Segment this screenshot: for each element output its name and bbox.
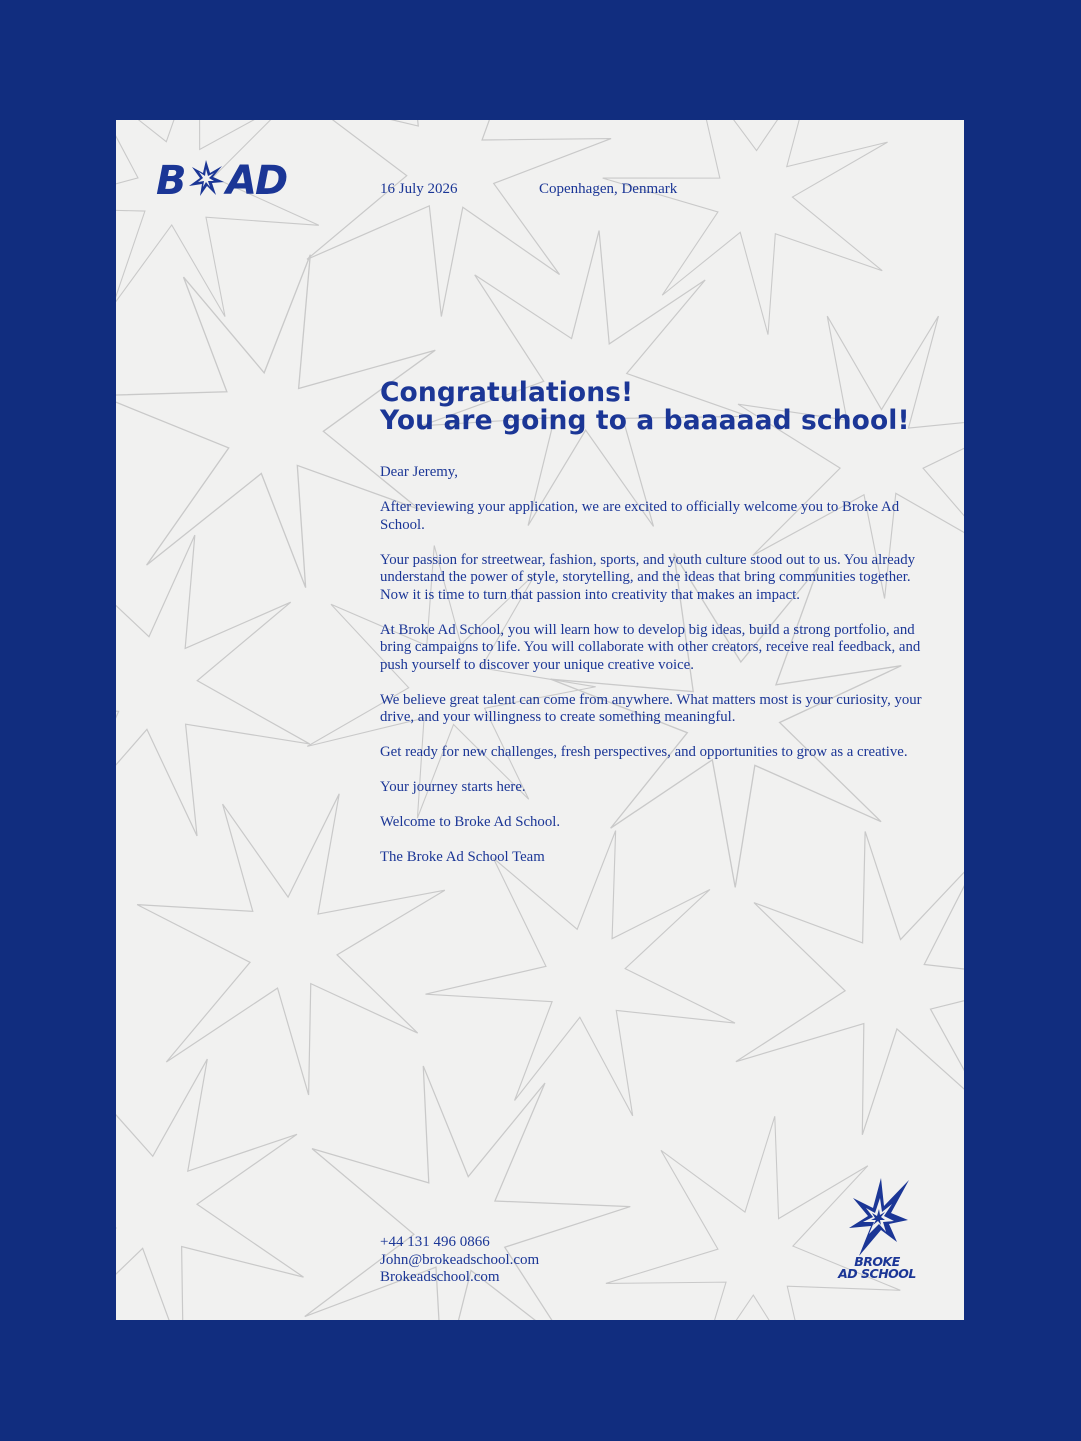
body-paragraph: After reviewing your application, we are excited to officially welcome you to Broke Ad School. xyxy=(380,499,900,533)
contact-website: Brokeadschool.com xyxy=(380,1269,500,1285)
salutation: Dear Jeremy, xyxy=(380,464,458,480)
contact-phone: +44 131 496 0866 xyxy=(380,1234,490,1250)
signature: The Broke Ad School Team xyxy=(380,849,545,865)
contact-email: John@brokeadschool.com xyxy=(380,1251,540,1268)
headline xyxy=(380,379,910,435)
headline-line-1: Congratulations! xyxy=(380,377,634,408)
body-paragraph: Your journey starts here. xyxy=(380,779,526,795)
badge-line-2: AD SCHOOL xyxy=(838,1266,916,1281)
logo-letters-ad: AD xyxy=(226,158,287,200)
letter-body xyxy=(380,464,922,884)
pattern-star-outline xyxy=(116,1004,362,1320)
pattern-star-outline xyxy=(253,120,645,346)
badge-wordmark xyxy=(832,1256,922,1280)
body-paragraph: Get ready for new challenges, fresh perspectives, and opportunities to grow as a creative. xyxy=(380,744,908,760)
pattern-star-outline xyxy=(116,120,346,339)
pattern-star-outline xyxy=(568,120,947,375)
logo-star-icon xyxy=(189,160,224,196)
headline-line-2: You are going to a baaaaad school! xyxy=(380,405,910,436)
letterhead-page xyxy=(116,120,964,1320)
body-paragraph: Your passion for streetwear, fashion, sports, and youth culture stood out to us. You already understand the power of style, storytelling, and the ideas that bring communities together. Now it is time to turn that passion into creativity that makes an impact. xyxy=(380,551,916,603)
badge-line-1: BROKE xyxy=(854,1254,900,1269)
body-paragraph: We believe great talent can come from anywhere. What matters most is your curiosity, your drive, and your willingness to create something meaningful. xyxy=(380,691,922,725)
brand-badge xyxy=(832,1178,922,1288)
letter-location: Copenhagen, Denmark xyxy=(539,181,678,197)
badge-star-icon xyxy=(844,1178,910,1258)
brand-logo xyxy=(156,158,296,200)
closing-line: Welcome to Broke Ad School. xyxy=(380,814,561,830)
body-paragraph: At Broke Ad School, you will learn how to develop big ideas, build a strong portfolio, and bring campaigns to life. You will collaborate with other creators, receive real feedback, and push yourself to discover your unique creative voice. xyxy=(380,621,921,673)
letter-date: 16 July 2026 xyxy=(380,181,458,197)
logo-letter-b: B xyxy=(156,158,185,200)
pattern-star-outline xyxy=(116,494,354,868)
contact-block xyxy=(380,1234,539,1287)
